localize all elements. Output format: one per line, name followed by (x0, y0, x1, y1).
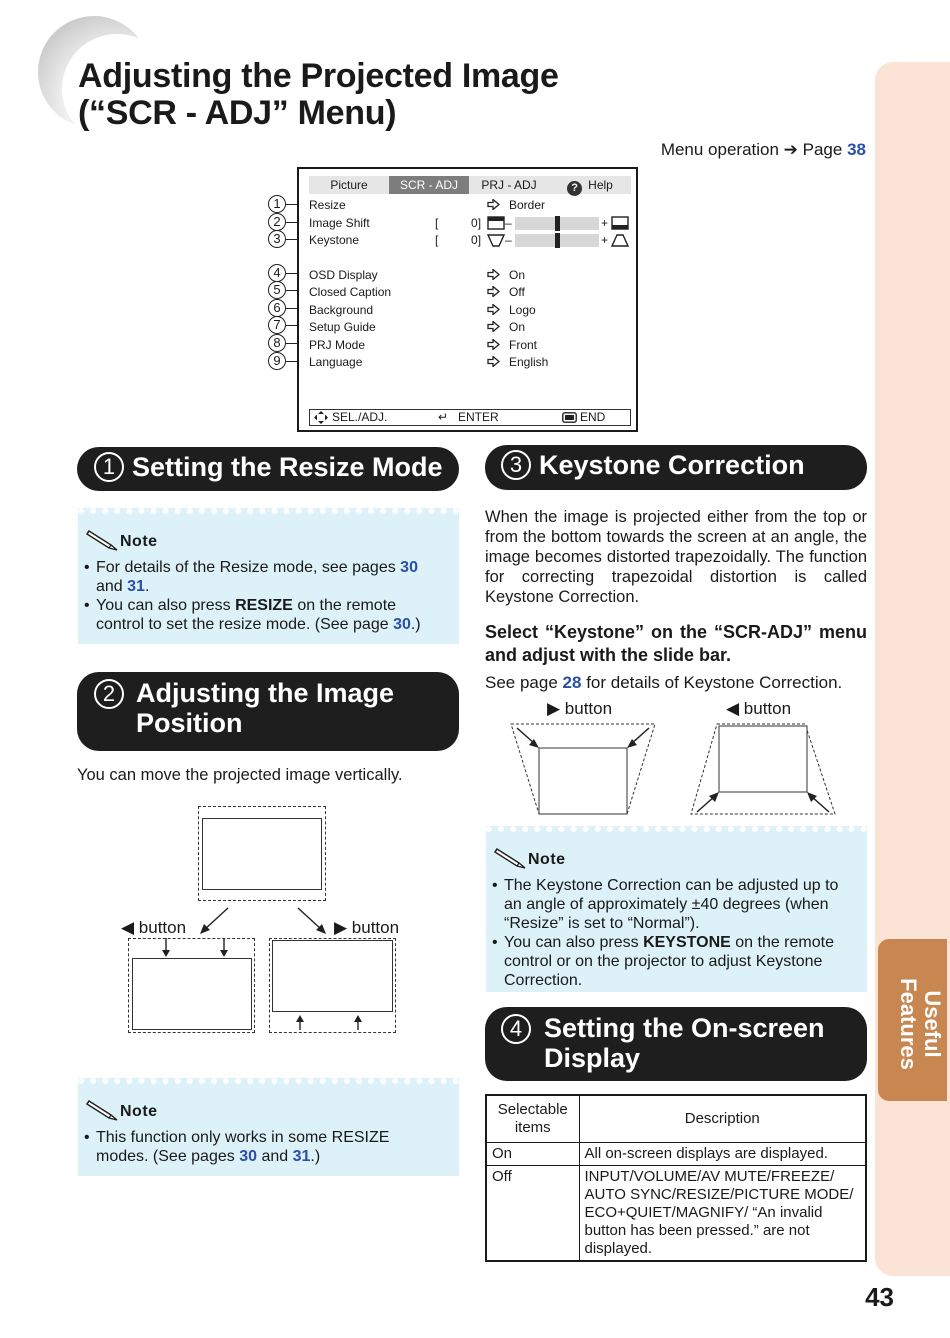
note-list (84, 1128, 441, 1166)
setup-guide-value: On (509, 320, 526, 334)
menu-item-keystone[interactable]: Keystone (309, 233, 360, 247)
menu-value-closed-caption (487, 284, 525, 301)
shift-diagram-original-image (202, 818, 322, 890)
page-link[interactable]: 30 (239, 1148, 257, 1165)
image-shift-icon (487, 216, 505, 230)
pencil-note-icon (494, 846, 528, 870)
section-3-header (485, 445, 867, 490)
menu-value-resize (487, 197, 545, 214)
page-link[interactable]: 30 (393, 616, 411, 633)
section-4-title-line1: Setting the On-screen (544, 1013, 825, 1043)
page-title-line1: Adjusting the Projected Image (78, 57, 559, 95)
table-cell-desc: INPUT/VOLUME/AV MUTE/FREEZE/ AUTO SYNC/RESIZE/PICTURE MODE/ ECO+QUIET/MAGNIFY/ “An invalid button has been pressed.” are not displayed. (579, 1166, 866, 1262)
slider-minus: – (505, 233, 512, 247)
resize-value: Border (509, 198, 546, 212)
callout-4: 4 (268, 264, 286, 282)
note-header (84, 1098, 441, 1122)
keystone-key-name: KEYSTONE (643, 934, 731, 951)
image-shift-number: 0 (471, 216, 478, 230)
osd-display-table (485, 1094, 867, 1262)
keystone-right-button-label: ▶ button (547, 699, 613, 718)
section-3-number: 3 (501, 450, 531, 480)
note-header (84, 528, 441, 552)
footer-enter: ENTER (458, 410, 499, 424)
slider-plus: + (601, 216, 609, 230)
note-item (84, 558, 441, 596)
section-2-number: 2 (94, 679, 124, 709)
note-text: on the remote control or on the projector to adjust Keystone Correction. (504, 934, 834, 989)
bracket-left: [ (435, 233, 439, 247)
section-4-header (485, 1007, 867, 1081)
section-1-number: 1 (94, 452, 124, 482)
note-title: Note (528, 851, 566, 868)
side-tab-line2: Features (896, 978, 921, 1070)
footer-end: END (580, 410, 606, 424)
note-text: You can also press (504, 934, 639, 951)
note-item (84, 1128, 441, 1166)
side-tab-useful-features[interactable] (875, 936, 950, 1104)
menu-end-icon (562, 412, 577, 423)
osd-display-value: On (509, 268, 526, 282)
image-shift-down-icon (611, 216, 629, 230)
menu-operation-label: Menu operation ➔ Page (660, 140, 843, 159)
note-text: .) (310, 1148, 321, 1165)
menu-item-osd-display[interactable]: OSD Display (309, 268, 378, 282)
menu-value-setup-guide (487, 319, 525, 336)
side-tab-label (896, 959, 944, 1089)
table-cell-item: Off (486, 1166, 579, 1262)
page-link[interactable]: 31 (127, 578, 145, 595)
side-tab-line1: Useful (920, 990, 945, 1058)
menu-tab-help[interactable] (549, 176, 631, 194)
menu-operation-reference (661, 140, 866, 160)
menu-tab-prj-adj[interactable]: PRJ - ADJ (481, 178, 537, 192)
note-text: This function only works in some RESIZE modes. (See pages (96, 1129, 390, 1165)
section-4-title-line2: Display (544, 1043, 641, 1073)
menu-item-resize[interactable]: Resize (309, 198, 346, 212)
section-4-title-block (501, 1013, 867, 1073)
slider-minus: – (505, 216, 512, 230)
menu-tab-bar (309, 176, 631, 194)
page-title-line2: (“SCR - ADJ” Menu) (78, 94, 397, 132)
table-row (486, 1143, 866, 1166)
note-text: and (96, 578, 123, 595)
enter-icon: ↵ (438, 410, 449, 424)
slider-plus: + (601, 233, 609, 247)
pencil-note-icon (86, 528, 120, 552)
pencil-note-icon (86, 1098, 120, 1122)
callout-5: 5 (268, 281, 286, 299)
callout-3: 3 (268, 230, 286, 248)
section-3-instruction: Select “Keystone” on the “SCR-ADJ” menu and adjust with the slide bar. (485, 622, 867, 665)
arrow-right-icon (487, 269, 500, 280)
section-4-number: 4 (501, 1014, 531, 1044)
table-row (486, 1166, 866, 1262)
prj-mode-value: Front (509, 338, 538, 352)
menu-value-background (487, 302, 536, 319)
note-title: Note (120, 1103, 158, 1120)
keystone-diagram (505, 720, 845, 820)
note-text: on the remote control to set the resize mode. (See page (96, 597, 397, 633)
menu-item-background[interactable]: Background (309, 303, 374, 317)
page-link[interactable]: 30 (400, 559, 418, 576)
note-text: For details of the Resize mode, see pages (96, 559, 396, 576)
menu-tab-help-label: Help (588, 178, 613, 192)
section-2-note (78, 1078, 459, 1176)
section-3-see-page (485, 673, 875, 693)
section-3-title: Keystone Correction (539, 450, 805, 480)
arrow-right-icon (487, 304, 500, 315)
table-cell-item: On (486, 1143, 579, 1166)
menu-operation-page[interactable]: 38 (847, 140, 866, 159)
note-text: You can also press (96, 597, 231, 614)
page-link[interactable]: 28 (562, 673, 582, 692)
section-1-note (78, 508, 459, 644)
section-1-title: Setting the Resize Mode (132, 452, 443, 482)
keystone-left-button-label: ◀ button (726, 699, 792, 718)
callout-2: 2 (268, 213, 286, 231)
menu-item-language[interactable]: Language (309, 355, 363, 369)
section-3-body: When the image is projected either from the top or from the bottom towards the screen at an angle, the image becomes distorted trapezoidally. The function for correcting trapezoidal distortion is called Keystone Correction. (485, 508, 867, 606)
help-icon: ? (567, 181, 582, 196)
arrow-right-icon (487, 356, 500, 367)
table-header-row (486, 1095, 866, 1143)
note-header (492, 846, 851, 870)
menu-tab-picture[interactable]: Picture (330, 178, 368, 192)
section-3-note (486, 826, 867, 992)
section-2-title-line2: Position (136, 708, 243, 738)
keystone-narrow-top-icon (611, 234, 629, 247)
callout-8: 8 (268, 334, 286, 352)
menu-value-prj-mode (487, 337, 537, 354)
table-header-items: Selectable items (486, 1095, 579, 1143)
note-item: • The Keystone Correction can be adjusted up to an angle of approximately ±40 degrees (when “Resize” is set to “Normal”). (492, 876, 851, 933)
section-2-title-block (94, 678, 459, 738)
menu-value-language (487, 354, 548, 371)
callout-9: 9 (268, 352, 286, 370)
section-2-title-line1: Adjusting the Image (136, 678, 395, 708)
image-shift-value: 0] (471, 216, 482, 230)
section-2-header (77, 672, 459, 751)
section-2-body: You can move the projected image vertically. (77, 766, 403, 784)
menu-tab-scr-adj[interactable]: SCR - ADJ (389, 176, 469, 194)
closed-caption-value: Off (509, 285, 525, 299)
slider-knob[interactable] (555, 216, 560, 231)
bracket-left: [ (435, 216, 439, 230)
section-1-header (77, 447, 459, 491)
resize-key-name: RESIZE (235, 597, 293, 614)
shift-right-button-label: ▶ button (334, 918, 400, 937)
keystone-number: 0 (471, 233, 478, 247)
arrow-right-icon (487, 321, 500, 332)
menu-item-image-shift[interactable]: Image Shift (309, 216, 370, 230)
arrow-right-icon (487, 339, 500, 350)
shift-diagram-arrows (120, 900, 410, 1040)
keystone-value: 0] (471, 233, 482, 247)
see-text: See page (485, 673, 558, 692)
note-text: .) (410, 616, 421, 633)
page-number: 43 (865, 1282, 894, 1312)
shift-left-button-label: ◀ button (121, 918, 187, 937)
directional-pad-icon (314, 411, 328, 424)
note-text: . (144, 578, 150, 595)
note-item (84, 596, 441, 634)
note-list (492, 876, 851, 990)
arrow-right-icon (487, 199, 500, 210)
table-cell-desc: All on-screen displays are displayed. (579, 1143, 866, 1166)
callout-7: 7 (268, 316, 286, 334)
page-link[interactable]: 31 (292, 1148, 311, 1165)
menu-item-setup-guide[interactable]: Setup Guide (309, 320, 376, 334)
callout-1: 1 (268, 195, 286, 213)
keystone-slider[interactable] (515, 234, 599, 247)
note-text: and (261, 1148, 289, 1165)
note-list (84, 558, 441, 634)
slider-knob[interactable] (555, 233, 560, 248)
table-header-description: Description (579, 1095, 866, 1143)
background-value: Logo (509, 303, 536, 317)
menu-item-prj-mode[interactable]: PRJ Mode (309, 338, 366, 352)
menu-footer (309, 409, 631, 426)
see-text: for details of Keystone Correction. (586, 673, 843, 692)
arrow-right-icon (487, 286, 500, 297)
image-shift-slider[interactable] (515, 217, 599, 230)
page-title (78, 58, 559, 132)
footer-sel-adj: SEL./ADJ. (332, 410, 388, 424)
menu-value-osd-display (487, 267, 525, 284)
language-value: English (509, 355, 549, 369)
note-item (492, 933, 851, 990)
menu-item-closed-caption[interactable]: Closed Caption (309, 285, 392, 299)
callout-6: 6 (268, 299, 286, 317)
keystone-narrow-bottom-icon (487, 234, 505, 247)
note-title: Note (120, 533, 158, 550)
scr-adj-menu-screen (297, 167, 638, 432)
